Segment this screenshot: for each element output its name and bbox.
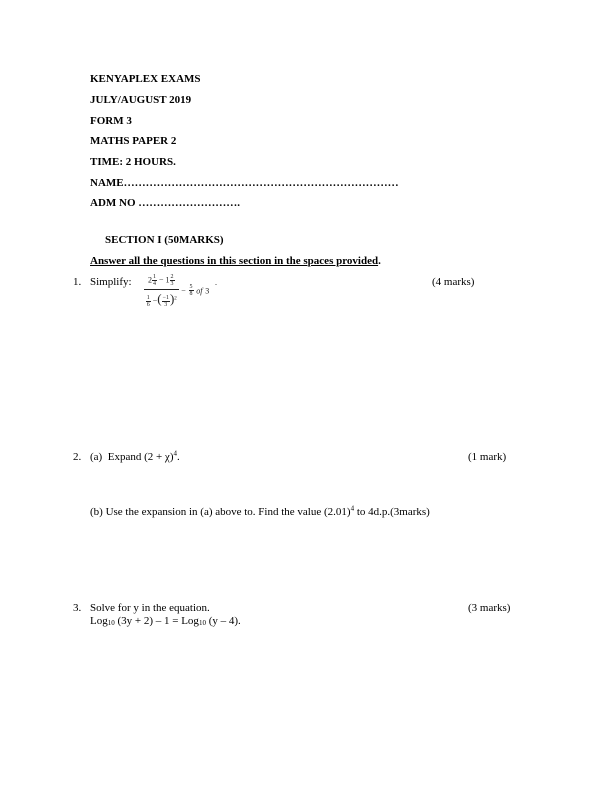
q1-marks: (4 marks) — [432, 276, 475, 288]
exam-paper: MATHS PAPER 2 — [90, 135, 177, 147]
q1-text: Simplify: — [90, 276, 132, 288]
q2a-text: (a) Expand $(2 + \chi)^4$. — [90, 449, 180, 463]
q1-number: 1. — [73, 276, 82, 288]
q1-expression: 2 $\frac{1}{4}$ − 1 $\frac{2}{3}$ $\frac{1}{6}$ −( $\frac{-1}{3}$ )$^2$ − $\frac{5}{8}$ of 3 . — [144, 274, 217, 308]
q3-number: 3. — [73, 602, 82, 614]
q2b-text: (b) Use the expansion in (a) above to. Find the value $(2.01)^4$ to 4d.p.(3marks) — [90, 504, 430, 518]
main-fraction: 2 $\frac{1}{4}$ − 1 $\frac{2}{3}$ $\frac{1}{6}$ −( $\frac{-1}{3}$ )$^2$ — [144, 274, 179, 308]
section-instruction: Answer all the questions in this section in the spaces provided. — [90, 255, 381, 267]
exam-time: TIME: 2 HOURS. — [90, 156, 176, 168]
exam-org: KENYAPLEX EXAMS — [90, 73, 201, 85]
adm-no-field-line: ADM NO ………………………. — [90, 197, 241, 209]
q2-number: 2. — [73, 451, 82, 463]
instruction-text: Answer all the questions in this section in the spaces provided — [90, 255, 379, 267]
q3-text: Solve for y in the equation. — [90, 602, 210, 614]
q3-marks: (3 marks) — [468, 602, 511, 614]
exam-session: JULY/AUGUST 2019 — [90, 94, 192, 106]
q3-equation: Log$_{10}$ (3y + 2) – 1 = Log$_{10}$ (y – 4). — [90, 615, 241, 627]
name-field-line: NAME………………………………………………………………… — [90, 177, 399, 189]
exam-form: FORM 3 — [90, 115, 132, 127]
section-title: SECTION I (50MARKS) — [105, 234, 224, 246]
q2a-marks: (1 mark) — [468, 451, 507, 463]
